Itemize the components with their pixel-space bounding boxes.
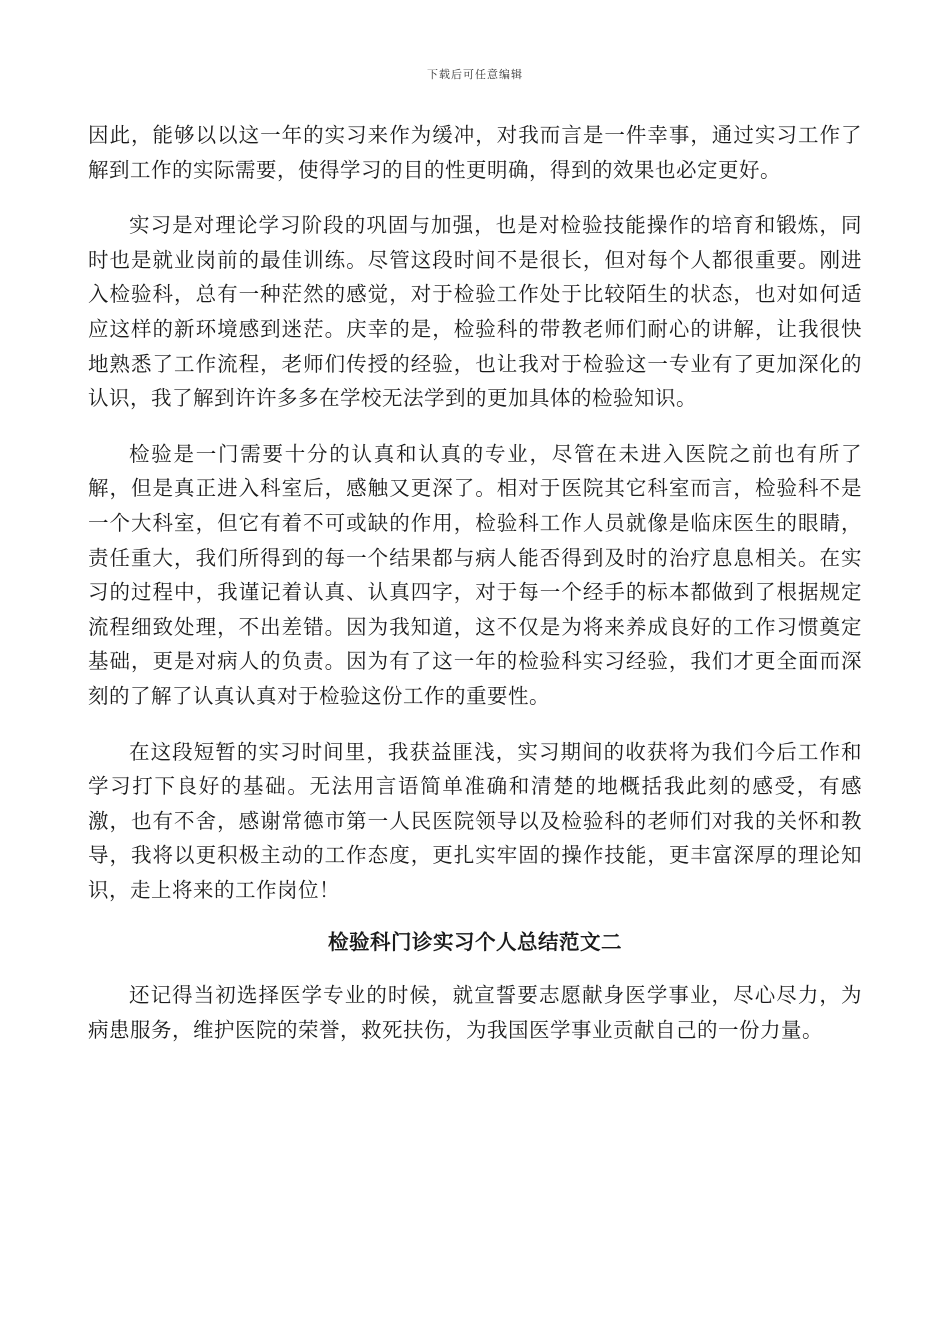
paragraph-5: 还记得当初选择医学专业的时候，就宣誓要志愿献身医学事业，尽心尽力，为病患服务，维护医院的荣誉，救死扶伤，为我国医学事业贡献自己的一份力量。 (88, 983, 862, 1042)
paragraph-3: 检验是一门需要十分的认真和认真的专业，尽管在未进入医院之前也有所了解，但是真正进入科室后，感触又更深了。相对于医院其它科室而言，检验科不是一个大科室，但它有着不可或缺的作用，检验科工作人员就像是临床医生的眼睛，责任重大，我们所得到的每一个结果都与病人能否得到及时的治疗息息相关。在实习的过程中，我谨记着认真、认真四字，对于每一个经手的标本都做到了根据规定流程细致处理，不出差错。因为我知道，这不仅是为将来养成良好的工作习惯奠定基础，更是对病人的负责。因为有了这一年的检验科实习经验，我们才更全面而深刻的了解了认真认真对于检验这份工作的重要性。 (88, 441, 862, 708)
document-body (88, 118, 862, 1047)
page-header: 下载后可任意编辑 (427, 68, 523, 81)
section-heading: 检验科门诊实习个人总结范文二 (328, 930, 622, 955)
paragraph-2: 实习是对理论学习阶段的巩固与加强，也是对检验技能操作的培育和锻炼，同时也是就业岗前的最佳训练。尽管这段时间不是很长，但对每个人都很重要。刚进入检验科，总有一种茫然的感觉，对于检验工作处于比较陌生的状态，也对如何适应这样的新环境感到迷茫。庆幸的是，检验科的带教老师们耐心的讲解，让我很快地熟悉了工作流程，老师们传授的经验，也让我对于检验这一专业有了更加深化的认识，我了解到许许多多在学校无法学到的更加具体的检验知识。 (88, 213, 862, 411)
paragraph-1: 因此，能够以以这一年的实习来作为缓冲，对我而言是一件幸事，通过实习工作了解到工作的实际需要，使得学习的目的性更明确，得到的效果也必定更好。 (88, 123, 862, 182)
paragraph-4: 在这段短暂的实习时间里，我获益匪浅，实习期间的收获将为我们今后工作和学习打下良好的基础。无法用言语简单准确和清楚的地概括我此刻的感受，有感激，也有不舍，感谢常德市第一人民医院领导以及检验科的老师们对我的关怀和教导，我将以更积极主动的工作态度，更扎实牢固的操作技能，更丰富深厚的理论知识，走上将来的工作岗位！ (88, 739, 862, 902)
